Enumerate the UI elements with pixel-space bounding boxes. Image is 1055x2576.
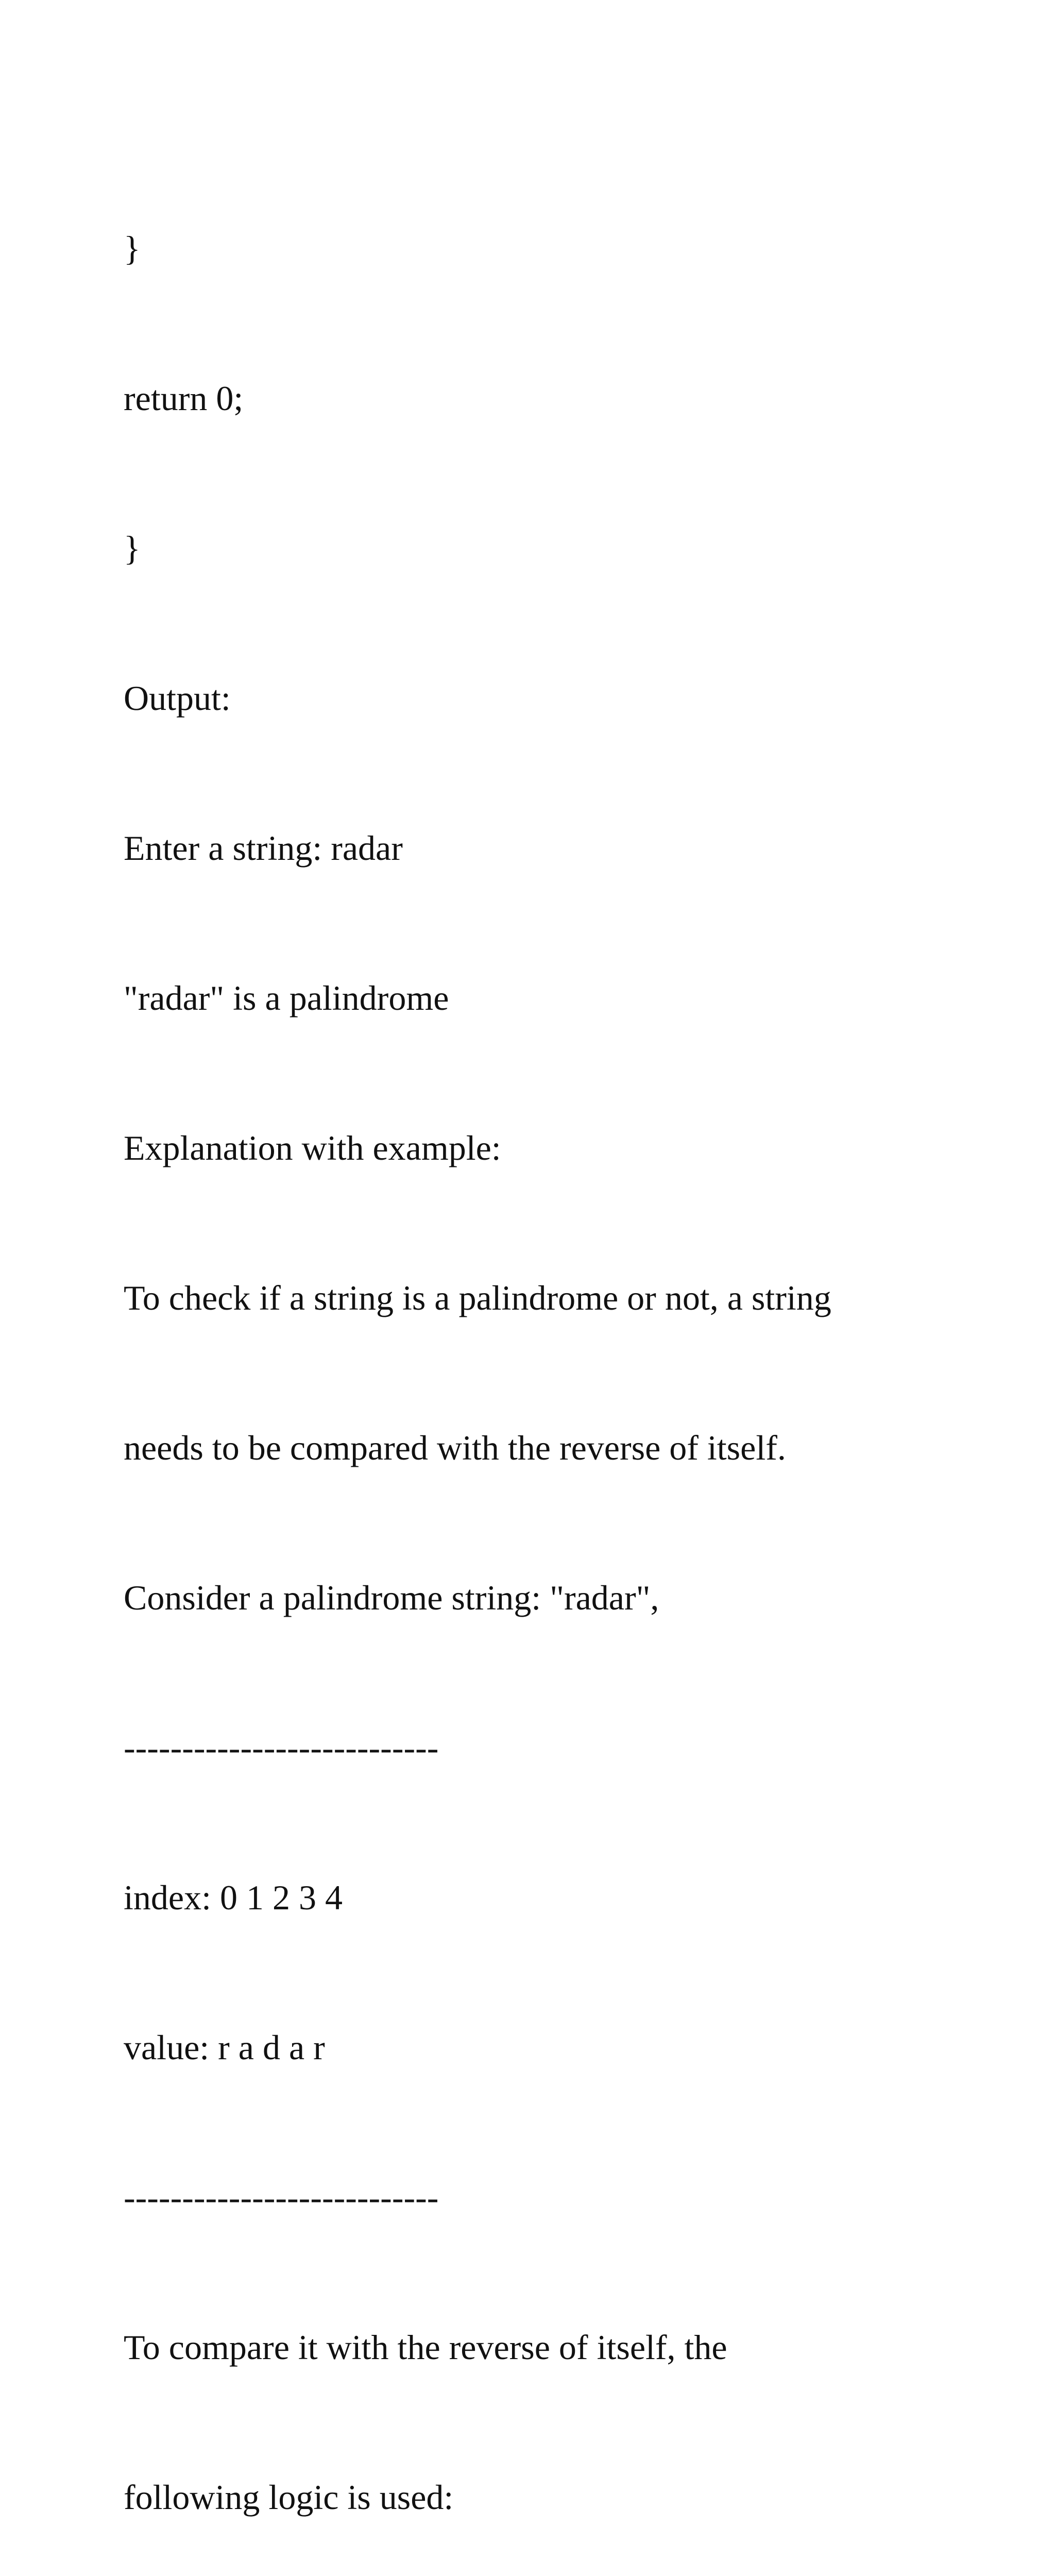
output-heading: Output: [124, 679, 231, 718]
paragraph-line: To compare it with the reverse of itself, the [124, 2328, 727, 2367]
code-closing-brace: } [124, 229, 141, 268]
paragraph-line: needs to be compared with the reverse of itself. [124, 1428, 786, 1467]
code-return-statement: return 0; [124, 379, 244, 418]
paragraph-line: following logic is used: [124, 2478, 454, 2517]
document-body [124, 124, 958, 2576]
value-row: value: r a d a r [124, 2028, 325, 2067]
index-row: index: 0 1 2 3 4 [124, 1878, 343, 1917]
output-line: "radar" is a palindrome [124, 978, 449, 1018]
output-line: Enter a string: radar [124, 828, 403, 868]
paragraph-line: To check if a string is a palindrome or not, a string [124, 1278, 831, 1317]
divider-line: --------------------------- [124, 1728, 439, 1767]
divider-line: --------------------------- [124, 2178, 439, 2217]
paragraph-line: Consider a palindrome string: "radar", [124, 1578, 659, 1617]
code-closing-brace: } [124, 529, 141, 568]
explanation-heading: Explanation with example: [124, 1128, 501, 1167]
